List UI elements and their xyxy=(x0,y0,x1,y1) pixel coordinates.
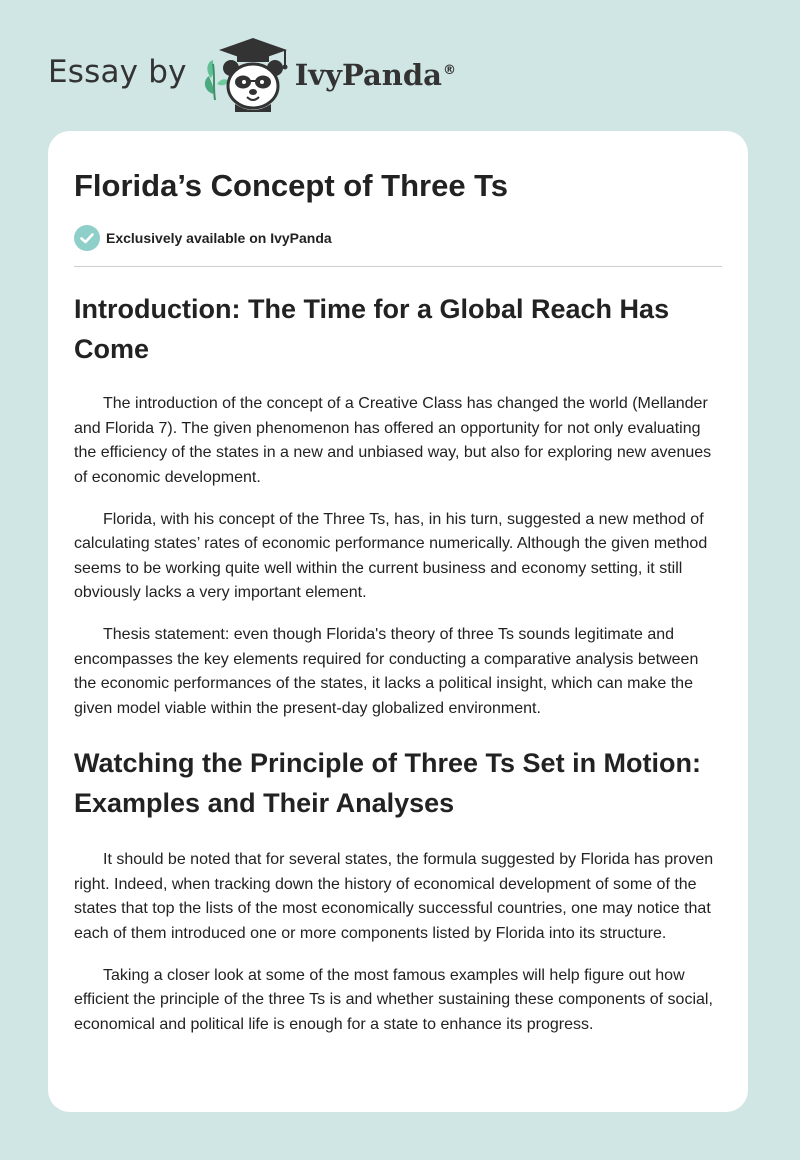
title-divider xyxy=(74,266,722,267)
paragraph: The introduction of the concept of a Creative Class has changed the world (Mellander and Florida 7). The given phenomenon has offered an opportunity for not only evaluating the efficiency of the states in a new and unbiased way, but also for exploring new avenues of economic development. xyxy=(74,395,712,486)
brand-name: IvyPanda® xyxy=(294,58,456,92)
paragraph: Taking a closer look at some of the most famous examples will help figure out how efficient the principle of the three Ts is and whether sustaining these components of social, economical and political life is enough for a state to enhance its progress. xyxy=(74,966,713,1033)
registered-mark: ® xyxy=(442,63,456,79)
section-introduction xyxy=(74,289,722,721)
paragraph: Florida, with his concept of the Three Ts, has, in his turn, suggested a new method of calculating states’ rates of economic performance numerically. Although the given method seems to be working quite well within the current business and economy setting, it still obviously lacks a very important element. xyxy=(74,510,708,601)
paragraph: Thesis statement: even though Florida's theory of three Ts sounds legitimate and encompasses the key elements required for conducting a comparative analysis between the economic performances of the states, it lacks a political insight, which can make the given model viable within the present-day globalized environment. xyxy=(74,626,699,717)
check-circle-icon xyxy=(74,225,100,251)
exclusive-badge-text: Exclusively available on IvyPanda xyxy=(106,230,332,246)
essay-title: Florida’s Concept of Three Ts xyxy=(74,168,509,203)
exclusive-badge xyxy=(74,224,722,252)
paragraph: It should be noted that for several states, the formula suggested by Florida has proven right. Indeed, when tracking down the history of economical development of some of the states that top the lists of the most economically successful countries, one may notice that each of them introduced one or more components listed by Florida into its structure. xyxy=(74,851,714,942)
brand-prefix: Essay by xyxy=(48,54,187,90)
essay-card xyxy=(48,131,748,1112)
panda-logo-icon xyxy=(201,34,293,114)
section-heading: Introduction: The Time for a Global Reach Has Come xyxy=(74,294,670,364)
section-examples xyxy=(74,743,722,1037)
brand-header xyxy=(48,34,456,114)
section-heading: Watching the Principle of Three Ts Set in Motion: Examples and Their Analyses xyxy=(74,748,702,818)
